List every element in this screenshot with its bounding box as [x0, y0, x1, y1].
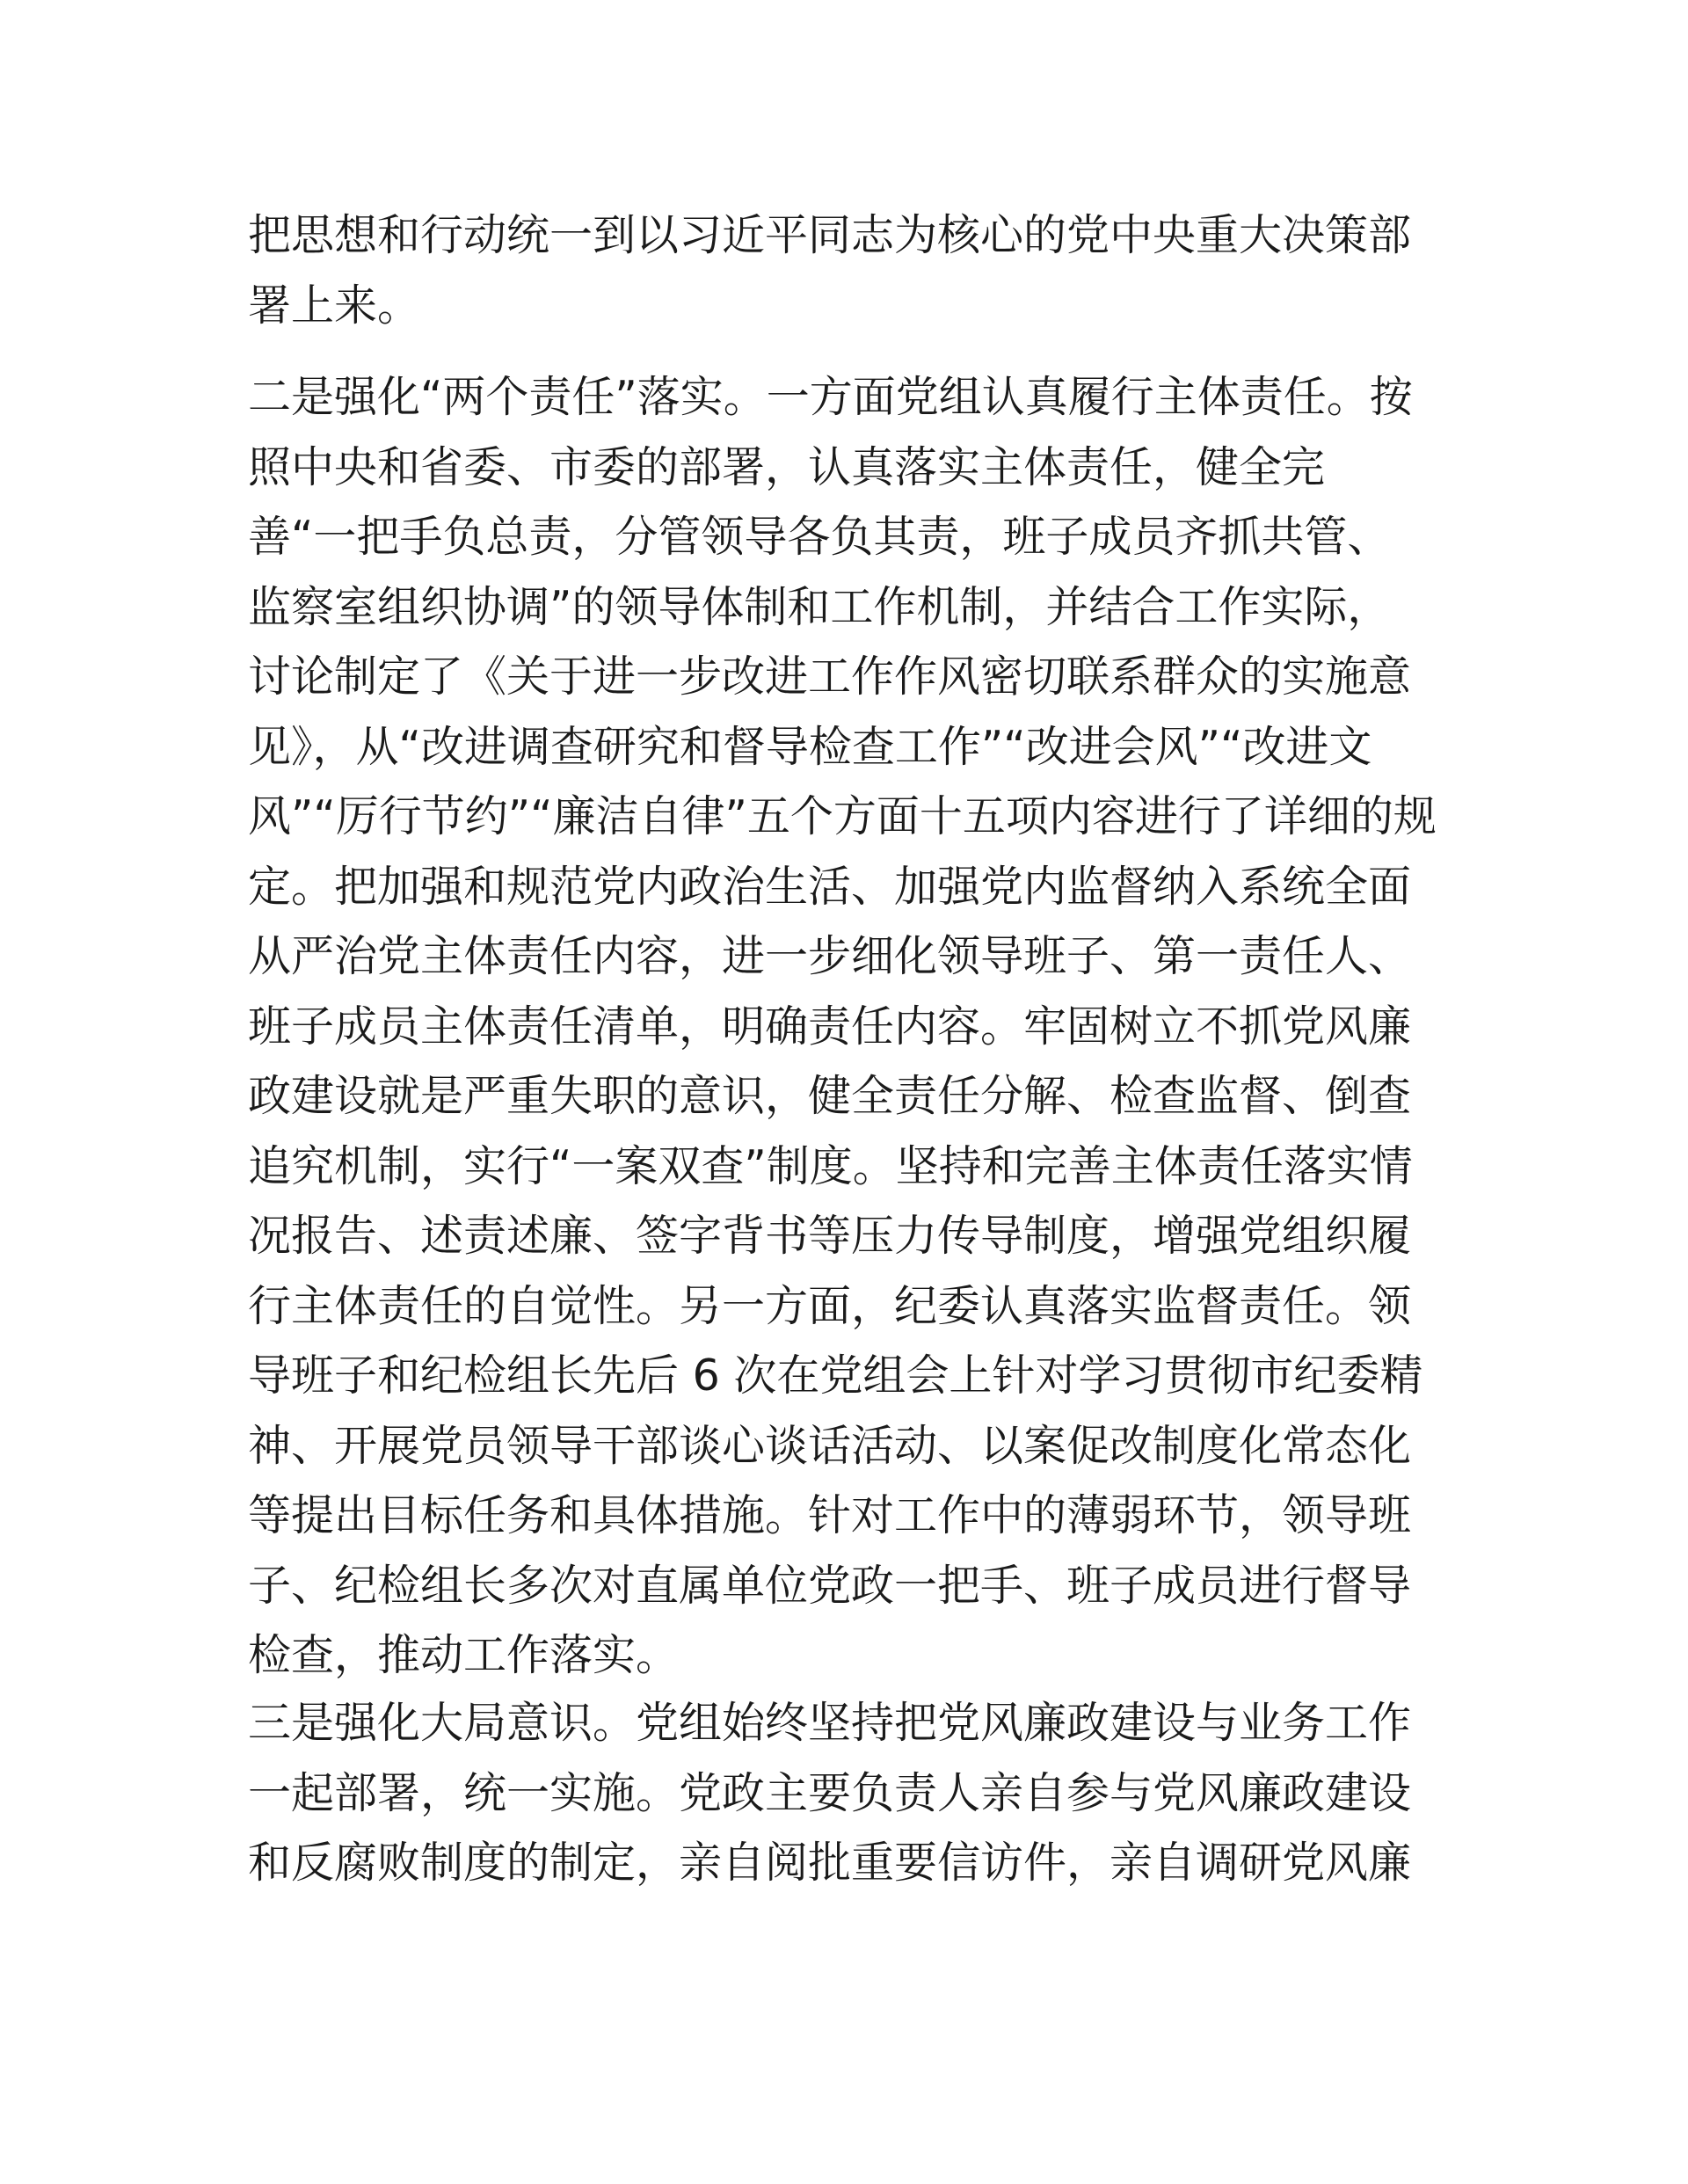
text-line: 三是强化大局意识。党组始终坚持把党风廉政建设与业务工作: [248, 1698, 1412, 1748]
text-line: 追究机制，实行“一案双查”制度。坚持和完善主体责任落实情: [248, 1140, 1413, 1191]
text-line: 检查，推动工作落实。: [248, 1630, 680, 1680]
text-line: 风”“厉行节约”“廉洁自律”五个方面十五项内容进行了详细的规: [248, 791, 1437, 841]
text-line: 况报告、述责述廉、签字背书等压力传导制度，增强党组织履: [248, 1211, 1412, 1261]
text-line: 二是强化“两个责任”落实。一方面党组认真履行主体责任。按: [248, 372, 1413, 422]
text-line: 善“一把手负总责，分管领导各负其责，班子成员齐抓共管、: [248, 512, 1391, 562]
text-line: 从严治党主体责任内容，进一步细化领导班子、第一责任人、: [248, 931, 1412, 981]
text-line: 讨论制定了《关于进一步改进工作作风密切联系群众的实施意: [248, 652, 1412, 702]
text-line: 监察室组织协调”的领导体制和工作机制，并结合工作实际，: [248, 581, 1391, 632]
text-line: 见》，从“改进调查研究和督导检查工作”“改进会风”“改进文: [248, 721, 1372, 772]
text-line: 政建设就是严重失职的意识，健全责任分解、检查监督、倒查: [248, 1071, 1412, 1121]
paragraph-3: [248, 1688, 1444, 1898]
text-line: 班子成员主体责任清单，明确责任内容。牢固树立不抓党风廉: [248, 1001, 1412, 1052]
text-line: 和反腐败制度的制定，亲自阅批重要信访件，亲自调研党风廉: [248, 1838, 1412, 1888]
text-line: 一起部署，统一实施。党政主要负责人亲自参与党风廉政建设: [248, 1767, 1412, 1818]
text-line: 等提出目标任务和具体措施。针对工作中的薄弱环节，领导班: [248, 1490, 1412, 1540]
text-line: 照中央和省委、市委的部署，认真落实主体责任，健全完: [248, 441, 1326, 492]
text-line: 定。把加强和规范党内政治生活、加强党内监督纳入系统全面: [248, 861, 1412, 912]
text-line: 导班子和纪检组长先后 6 次在党组会上针对学习贯彻市纪委精: [248, 1350, 1423, 1401]
text-line: 署上来。: [248, 280, 421, 331]
text-line: 子、纪检组长多次对直属单位党政一把手、班子成员进行督导: [248, 1560, 1412, 1611]
paragraph-1: [248, 200, 1444, 340]
text-line: 神、开展党员领导干部谈心谈话活动、以案促改制度化常态化: [248, 1420, 1412, 1471]
text-line: 把思想和行动统一到以习近平同志为核心的党中央重大决策部: [248, 210, 1412, 260]
text-line: 行主体责任的自觉性。另一方面，纪委认真落实监督责任。领: [248, 1280, 1412, 1331]
paragraph-2: [248, 362, 1444, 1691]
